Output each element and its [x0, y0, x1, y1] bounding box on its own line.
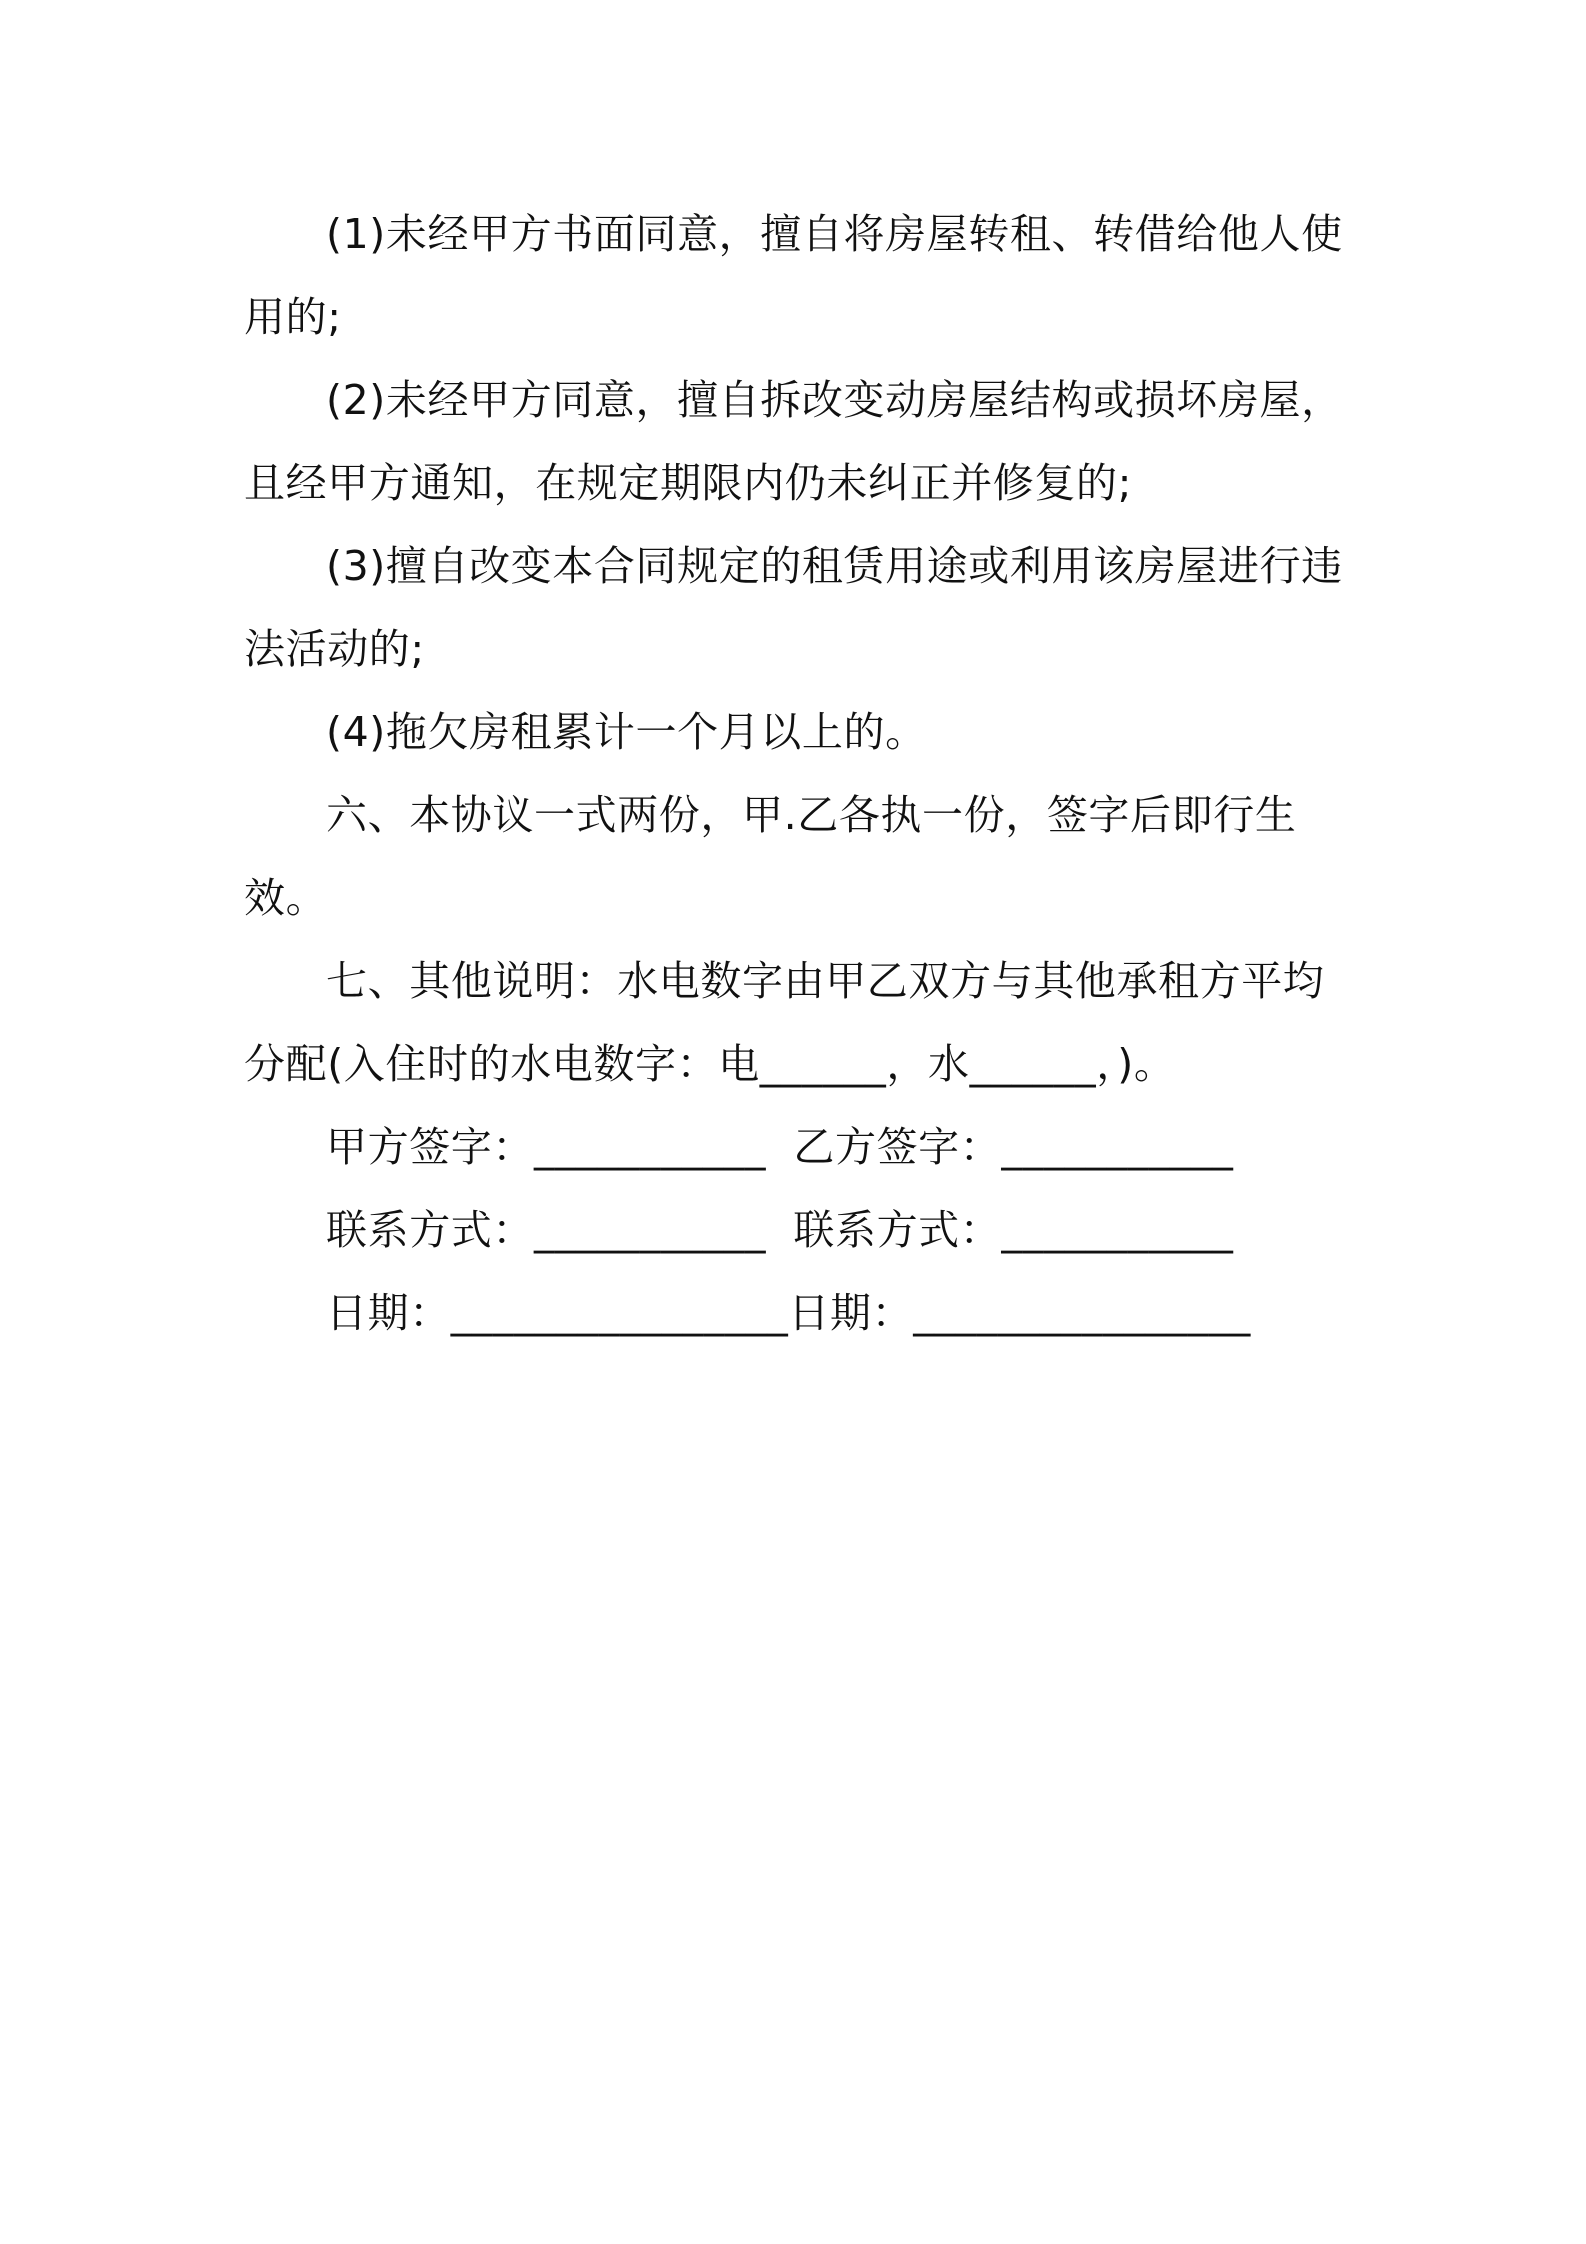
clause-1: (1)未经甲方书面同意，擅自将房屋转租、转借给他人使用的; — [244, 210, 1343, 341]
contact-line: 联系方式：___________ 联系方式：___________ — [326, 1206, 1234, 1254]
date-line: 日期：________________日期：________________ — [326, 1289, 1251, 1337]
section-7: 七、其他说明：水电数字由甲乙双方与其他承租方平均分配(入住时的水电数字：电______，水______，)。 — [244, 957, 1325, 1088]
clause-3: (3)擅自改变本合同规定的租赁用途或利用该房屋进行违法活动的; — [244, 542, 1343, 673]
signature-line: 甲方签字：___________ 乙方签字：___________ — [326, 1123, 1234, 1171]
section-6: 六、本协议一式两份，甲.乙各执一份，签字后即行生效。 — [244, 791, 1297, 922]
document-body — [244, 193, 1354, 1355]
clause-4: (4)拖欠房租累计一个月以上的。 — [326, 708, 927, 756]
clause-2: (2)未经甲方同意，擅自拆改变动房屋结构或损坏房屋，且经甲方通知，在规定期限内仍未纠正并修复的; — [244, 376, 1343, 507]
